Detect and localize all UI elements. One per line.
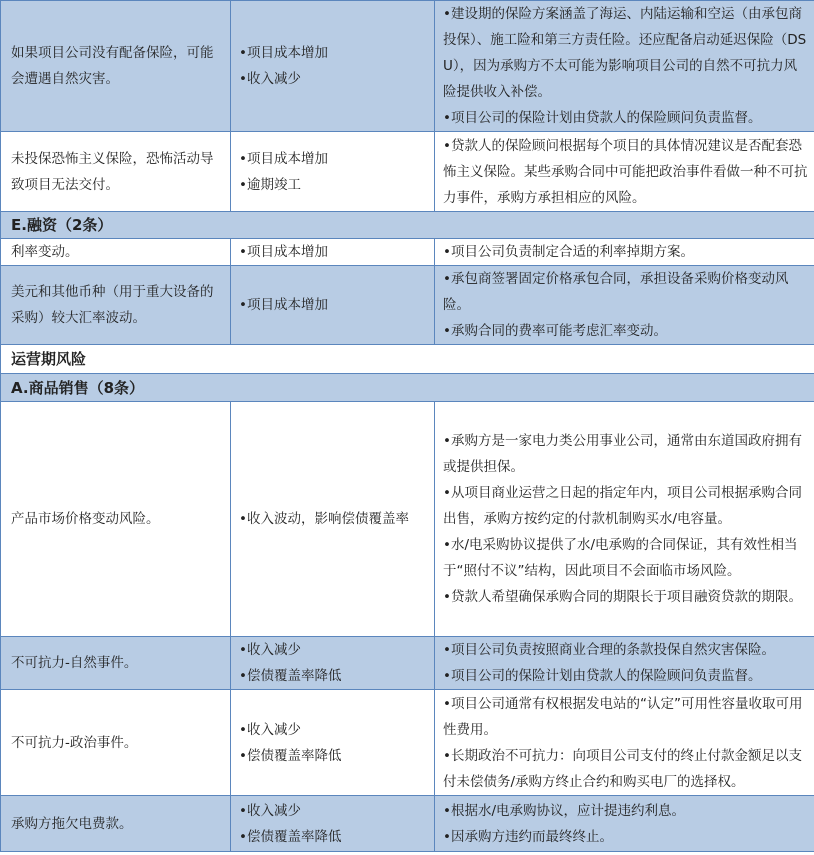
impact-item: •项目成本增加	[239, 45, 328, 61]
section-title: E.融资（2条）	[1, 212, 814, 239]
risk-cell: 承购方拖欠电费款。	[1, 796, 231, 852]
impact-item: •偿债覆盖率降低	[239, 747, 342, 764]
mitigation-item: •项目公司负责按照商业合理的条款投保自然灾害保险。	[443, 642, 775, 658]
mitigation-item: •项目公司通常有权根据发电站的“认定”可用性容量收取可用性费用。	[443, 695, 803, 738]
table-row	[1, 266, 814, 345]
table-row	[1, 1, 814, 132]
risk-cell: 不可抗力-政治事件。	[1, 690, 231, 796]
impact-item: •收入减少	[239, 802, 301, 819]
impact-cell	[231, 1, 435, 132]
impact-cell	[231, 132, 435, 212]
table-row	[1, 402, 814, 637]
impact-item: •逾期竣工	[239, 176, 301, 193]
impact-item: •项目成本增加	[239, 297, 328, 313]
mitigation-item: •承购合同的费率可能考虑汇率变动。	[443, 323, 667, 339]
mitigation-item: •贷款人的保险顾问根据每个项目的具体情况建议是否配套恐怖主义保险。某些承购合同中可能把政治事件看做一种不可抗力事件，承购方承担相应的风险。	[443, 137, 808, 206]
mitigation-item: •贷款人希望确保承购合同的期限长于项目融资贷款的期限。	[443, 589, 802, 605]
mitigation-cell	[435, 637, 814, 690]
mitigation-cell	[435, 266, 814, 345]
mitigation-item: •承购方是一家电力类公用事业公司，通常由东道国政府拥有或提供担保。	[443, 433, 802, 475]
mitigation-item: •项目公司负责制定合适的利率掉期方案。	[443, 244, 694, 260]
mitigation-item: •因承购方违约而最终终止。	[443, 828, 613, 845]
impact-cell	[231, 796, 435, 852]
risk-cell: 如果项目公司没有配备保险，可能会遭遇自然灾害。	[1, 1, 231, 132]
mitigation-cell	[435, 796, 814, 852]
impact-item: •项目成本增加	[239, 150, 328, 167]
section-title: 运营期风险	[1, 345, 814, 374]
table-row	[1, 690, 814, 796]
risk-cell: 利率变动。	[1, 239, 231, 266]
mitigation-item: •水/电采购协议提供了水/电承购的合同保证，其有效性相当于“照付不议”结构，因此项目不会面临市场风险。	[443, 537, 798, 579]
impact-cell	[231, 637, 435, 690]
table-row	[1, 796, 814, 852]
mitigation-item: •项目公司的保险计划由贷款人的保险顾问负责监督。	[443, 110, 762, 126]
mitigation-cell	[435, 690, 814, 796]
section-header-row	[1, 374, 814, 402]
mitigation-item: •建设期的保险方案涵盖了海运、内陆运输和空运（由承包商投保）、施工险和第三方责任险。还应配备启动延迟保险（DSU），因为承购方不太可能为影响项目公司的自然不可抗力风险提供收入补偿。	[443, 6, 807, 100]
table-row	[1, 132, 814, 212]
impact-item: •收入减少	[239, 721, 301, 738]
mitigation-cell	[435, 132, 814, 212]
section-title: A.商品销售（8条）	[1, 374, 814, 402]
mitigation-cell	[435, 1, 814, 132]
mitigation-item: •根据水/电承购协议，应计提违约利息。	[443, 802, 686, 819]
mitigation-item: •项目公司的保险计划由贷款人的保险顾问负责监督。	[443, 668, 762, 684]
mitigation-item: •承包商签署固定价格承包合同，承担设备采购价格变动风险。	[443, 271, 789, 313]
table-row	[1, 637, 814, 690]
risk-cell: 不可抗力-自然事件。	[1, 637, 231, 690]
mitigation-item: •长期政治不可抗力：向项目公司支付的终止付款金额足以支付未偿债务/承购方终止合约和购买电厂的选择权。	[443, 747, 802, 790]
impact-cell	[231, 239, 435, 266]
risk-cell: 美元和其他币种（用于重大设备的采购）较大汇率波动。	[1, 266, 231, 345]
impact-item: •收入波动，影响偿债覆盖率	[239, 511, 409, 527]
mitigation-item: •从项目商业运营之日起的指定年内，项目公司根据承购合同出售，承购方按约定的付款机制购买水/电容量。	[443, 485, 802, 527]
impact-cell	[231, 402, 435, 637]
impact-item: •项目成本增加	[239, 244, 328, 260]
risk-cell: 未投保恐怖主义保险，恐怖活动导致项目无法交付。	[1, 132, 231, 212]
impact-cell	[231, 690, 435, 796]
mitigation-cell	[435, 239, 814, 266]
impact-item: •收入减少	[239, 71, 301, 87]
impact-item: •偿债覆盖率降低	[239, 828, 342, 845]
impact-cell	[231, 266, 435, 345]
impact-item: •收入减少	[239, 642, 301, 658]
risk-cell: 产品市场价格变动风险。	[1, 402, 231, 637]
mitigation-cell	[435, 402, 814, 637]
section-header-row	[1, 212, 814, 239]
table-row	[1, 239, 814, 266]
section-header-row	[1, 345, 814, 374]
impact-item: •偿债覆盖率降低	[239, 668, 342, 684]
